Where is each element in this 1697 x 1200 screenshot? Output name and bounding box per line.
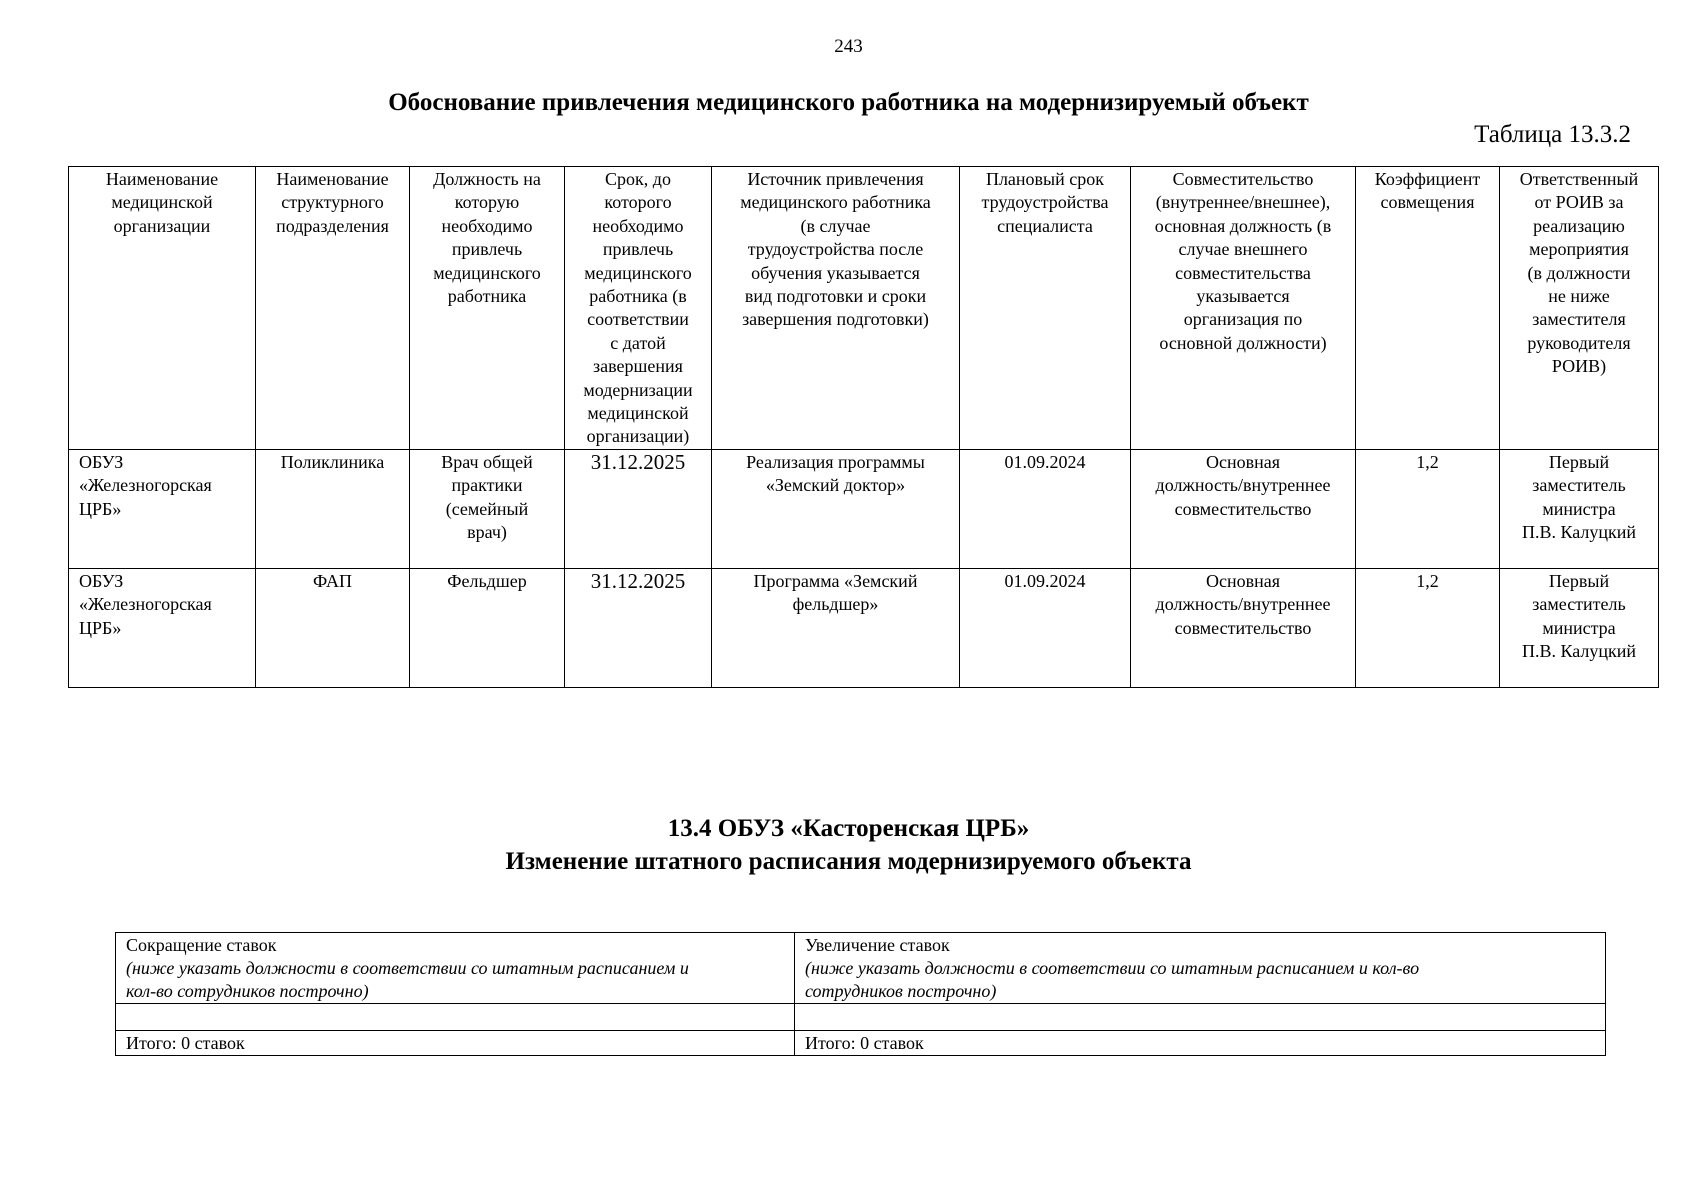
increase-header: Увеличение ставок — [805, 935, 950, 955]
text-line: организация по — [1183, 309, 1303, 330]
text-line: с датой — [610, 332, 666, 353]
text-line: практики — [451, 475, 523, 496]
total-row — [116, 1031, 1606, 1056]
text-line: совместительства — [1175, 262, 1311, 283]
text-line: Коэффициент — [1374, 169, 1481, 189]
reduction-header: Сокращение ставок — [126, 935, 277, 955]
text-line: работника — [447, 286, 527, 307]
text-line: мероприятия — [1529, 239, 1629, 260]
header-cell — [69, 167, 256, 450]
text-line: завершения — [593, 356, 683, 377]
text-line: специалиста — [997, 215, 1093, 236]
text-line: от РОИВ за — [1534, 192, 1624, 213]
combination-cell — [1131, 449, 1356, 568]
text-line: ОБУЗ — [79, 451, 124, 472]
combination-cell — [1131, 568, 1356, 687]
text-line: РОИВ) — [1551, 356, 1607, 377]
text-line: завершения подготовки) — [742, 309, 929, 330]
header-cell — [410, 167, 565, 450]
source-cell — [712, 568, 960, 687]
reduction-note — [126, 957, 784, 1003]
text-line: ОБУЗ — [79, 570, 124, 591]
text-line: П.В. Калуцкий — [1521, 641, 1637, 662]
text-line: медицинского работника — [740, 192, 931, 213]
page-number: 243 — [834, 36, 863, 57]
text-line: Должность на — [433, 169, 541, 189]
text-line: основной должности) — [1159, 332, 1327, 353]
text-line: ФАП — [312, 570, 353, 591]
text-line: Срок, до — [605, 169, 671, 189]
table-header-row — [69, 167, 1659, 450]
text-line: структурного — [281, 192, 384, 213]
text-line: (внутреннее/внешнее), — [1155, 192, 1331, 213]
section-heading: 13.4 ОБУЗ «Касторенская ЦРБ» — [667, 815, 1030, 842]
text-line: П.В. Калуцкий — [1521, 522, 1637, 543]
text-line: привлечь — [451, 239, 523, 260]
org-cell — [69, 568, 256, 687]
text-line: ЦРБ» — [79, 617, 122, 638]
text-line: реализацию — [1533, 215, 1625, 236]
section-subheading: Изменение штатного расписания модернизируемого объекта — [505, 848, 1192, 875]
text-line: министра — [1542, 617, 1616, 638]
header-cell — [960, 167, 1131, 450]
text-line: (ниже указать должности в соответствии со штатным расписанием и кол-во — [805, 958, 1420, 978]
text-line: Наименование — [105, 169, 219, 189]
text-line: Фельдшер — [447, 570, 527, 591]
hire-date-cell: 01.09.2024 — [960, 568, 1131, 687]
text-line: медицинской — [587, 403, 689, 424]
text-line: вид подготовки и сроки — [744, 286, 927, 307]
text-line: Основная — [1205, 451, 1281, 472]
text-line: медицинского — [584, 262, 692, 283]
text-line: Ответственный — [1519, 169, 1639, 189]
text-line: (ниже указать должности в соответствии со штатным расписанием и — [126, 958, 689, 978]
recruitment-table — [68, 166, 1659, 688]
text-line: врач) — [467, 522, 507, 543]
text-line: должность/внутреннее — [1155, 594, 1331, 615]
coefficient-cell: 1,2 — [1356, 568, 1500, 687]
increase-total: Итого: 0 ставок — [795, 1031, 1606, 1056]
text-line: (семейный — [445, 498, 529, 519]
text-line: организации) — [586, 426, 690, 447]
page-title: Обоснование привлечения медицинского работника на модернизируемый объект — [388, 89, 1309, 116]
text-line: соответствии — [587, 309, 689, 330]
text-line: трудоустройства после — [747, 239, 924, 260]
position-cell — [410, 449, 565, 568]
text-line: «Железногорская — [79, 594, 212, 615]
text-line: совмещения — [1380, 192, 1475, 213]
text-line: Наименование — [276, 169, 389, 189]
text-line: фельдшер» — [792, 594, 879, 615]
reduction-header-cell — [116, 933, 795, 1004]
header-cell — [712, 167, 960, 450]
text-line: «Земский доктор» — [765, 475, 906, 496]
text-line: ЦРБ» — [79, 498, 122, 519]
text-line: заместитель — [1532, 594, 1626, 615]
text-line: Первый — [1548, 570, 1610, 591]
text-line: сотрудников построчно) — [805, 981, 997, 1001]
increase-header-cell — [795, 933, 1606, 1004]
text-line: Врач общей — [441, 451, 533, 472]
text-line: работника (в — [589, 286, 687, 307]
text-line: модернизации — [583, 379, 693, 400]
source-cell — [712, 449, 960, 568]
responsible-cell — [1500, 568, 1659, 687]
text-line: случае внешнего — [1178, 239, 1308, 260]
text-line: привлечь — [602, 239, 674, 260]
increase-note — [805, 957, 1595, 1003]
text-line: Основная — [1205, 570, 1281, 591]
responsible-cell — [1500, 449, 1659, 568]
table-label: Таблица 13.3.2 — [1474, 121, 1631, 148]
empty-cell — [795, 1004, 1606, 1031]
deadline-cell: 31.12.2025 — [565, 449, 712, 568]
table-row — [69, 449, 1659, 568]
header-cell — [256, 167, 410, 450]
text-line: Источник привлечения — [747, 169, 924, 189]
org-cell — [69, 449, 256, 568]
text-line: обучения указывается — [751, 262, 920, 283]
text-line: (в должности — [1527, 262, 1631, 283]
empty-cell — [116, 1004, 795, 1031]
empty-row — [116, 1004, 1606, 1031]
text-line: указывается — [1196, 286, 1290, 307]
unit-cell — [256, 568, 410, 687]
text-line: не ниже — [1548, 286, 1610, 307]
staffing-changes-table — [115, 932, 1606, 1056]
text-line: основная должность (в — [1154, 215, 1332, 236]
text-line: которую — [454, 192, 520, 213]
text-line: медицинской — [111, 192, 213, 213]
unit-cell — [256, 449, 410, 568]
text-line: «Железногорская — [79, 475, 212, 496]
text-line: совместительство — [1174, 617, 1312, 638]
reduction-total: Итого: 0 ставок — [116, 1031, 795, 1056]
text-line: Плановый срок — [985, 169, 1105, 189]
text-line: заместителя — [1532, 309, 1626, 330]
text-line: Программа «Земский — [753, 570, 918, 591]
text-line: трудоустройства — [981, 192, 1109, 213]
hire-date-cell: 01.09.2024 — [960, 449, 1131, 568]
text-line: руководителя — [1527, 332, 1631, 353]
text-line: заместитель — [1532, 475, 1626, 496]
text-line: совместительство — [1174, 498, 1312, 519]
table-row — [69, 568, 1659, 687]
text-line: медицинского — [433, 262, 541, 283]
text-line: Совместительство — [1172, 169, 1314, 189]
header-cell — [1500, 167, 1659, 450]
staffing-header-row — [116, 933, 1606, 1004]
text-line: необходимо — [592, 215, 684, 236]
header-cell — [1356, 167, 1500, 450]
position-cell — [410, 568, 565, 687]
header-cell — [565, 167, 712, 450]
text-line: должность/внутреннее — [1155, 475, 1331, 496]
text-line: кол-во сотрудников построчно) — [126, 981, 369, 1001]
text-line: Реализация программы — [746, 451, 925, 472]
text-line: подразделения — [276, 215, 389, 236]
header-cell — [1131, 167, 1356, 450]
text-line: необходимо — [441, 215, 533, 236]
deadline-cell: 31.12.2025 — [565, 568, 712, 687]
text-line: министра — [1542, 498, 1616, 519]
text-line: которого — [604, 192, 672, 213]
text-line: Первый — [1548, 451, 1610, 472]
text-line: Поликлиника — [280, 451, 385, 472]
coefficient-cell: 1,2 — [1356, 449, 1500, 568]
text-line: (в случае — [800, 215, 871, 236]
text-line: организации — [113, 215, 211, 236]
